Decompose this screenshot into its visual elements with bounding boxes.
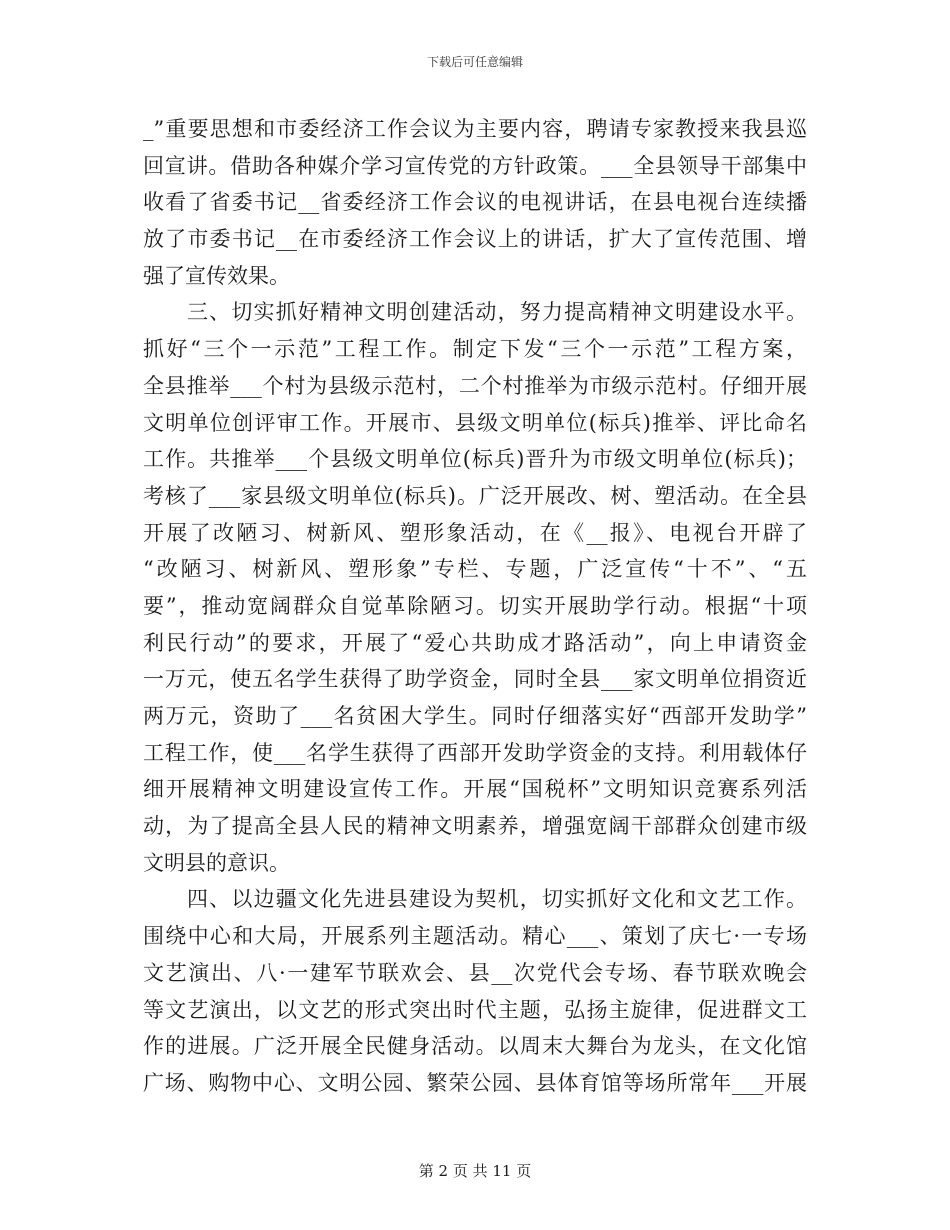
text-line: 一万元，使五名学生获得了助学资金，同时全县___家文明单位捐资近 [143, 667, 807, 692]
text-line: 利民行动”的要求，开展了“爱心共助成才路活动”，向上申请资金 [143, 630, 807, 655]
text-line: 考核了___家县级文明单位(标兵)。广泛开展改、树、塑活动。在全县 [143, 483, 807, 508]
text-line: 等文艺演出，以文艺的形式突出时代主题，弘扬主旋律，促进群文工 [143, 997, 807, 1022]
text-line: 文明县的意识。 [143, 850, 290, 875]
text-line: 文艺演出、八·一建军节联欢会、县__次党代会专场、春节联欢晚会 [143, 960, 807, 985]
text-line: 三、切实抓好精神文明创建活动，努力提高精神文明建设水平。 [187, 300, 807, 325]
text-line: 收看了省委书记__省委经济工作会议的电视讲话，在县电视台连续播 [143, 190, 807, 215]
text-line: 广场、购物中心、文明公园、繁荣公园、县体育馆等场所常年___开展 [143, 1070, 807, 1095]
text-line: 开展了改陋习、树新风、塑形象活动，在《__报》、电视台开辟了 [143, 520, 807, 545]
text-line: 细开展精神文明建设宣传工作。开展“国税杯”文明知识竞赛系列活 [143, 777, 807, 802]
text-line: 作的进展。广泛开展全民健身活动。以周末大舞台为龙头，在文化馆 [143, 1034, 807, 1059]
document-body [143, 111, 807, 1102]
page-number-footer: 第 2 页 共 11 页 [418, 1162, 532, 1180]
text-line: 四、以边疆文化先进县建设为契机，切实抓好文化和文艺工作。 [187, 887, 807, 912]
text-line: 抓好“三个一示范”工程工作。制定下发“三个一示范”工程方案， [143, 337, 807, 362]
text-line: 强了宣传效果。 [143, 263, 290, 288]
text-line: 围绕中心和大局，开展系列主题活动。精心___、策划了庆七·一专场 [143, 924, 807, 949]
text-line: 放了市委书记__在市委经济工作会议上的讲话，扩大了宣传范围、增 [143, 227, 807, 252]
text-line: 全县推举___个村为县级示范村，二个村推举为市级示范村。仔细开展 [143, 373, 807, 398]
text-line: 两万元，资助了___名贫困大学生。同时仔细落实好“西部开发助学” [143, 704, 807, 728]
text-line: 要”，推动宽阔群众自觉革除陋习。切实开展助学行动。根据“十项 [143, 593, 807, 618]
text-line: 工作。共推举___个县级文明单位(标兵)晋升为市级文明单位(标兵)； [143, 447, 807, 472]
text-line: 工程工作，使___名学生获得了西部开发助学资金的支持。利用载体仔 [143, 740, 807, 765]
text-line: 动，为了提高全县人民的精神文明素养，增强宽阔干部群众创建市级 [143, 814, 807, 839]
text-line: 文明单位创评审工作。开展市、县级文明单位(标兵)推举、评比命名 [143, 410, 807, 435]
text-line: _”重要思想和市委经济工作会议为主要内容，聘请专家教授来我县巡 [143, 117, 807, 141]
text-line: 回宣讲。借助各种媒介学习宣传党的方针政策。___全县领导干部集中 [143, 153, 807, 178]
text-line: “改陋习、树新风、塑形象”专栏、专题，广泛宣传“十不”、“五 [143, 557, 807, 582]
page-header: 下载后可任意编辑 [426, 55, 523, 69]
